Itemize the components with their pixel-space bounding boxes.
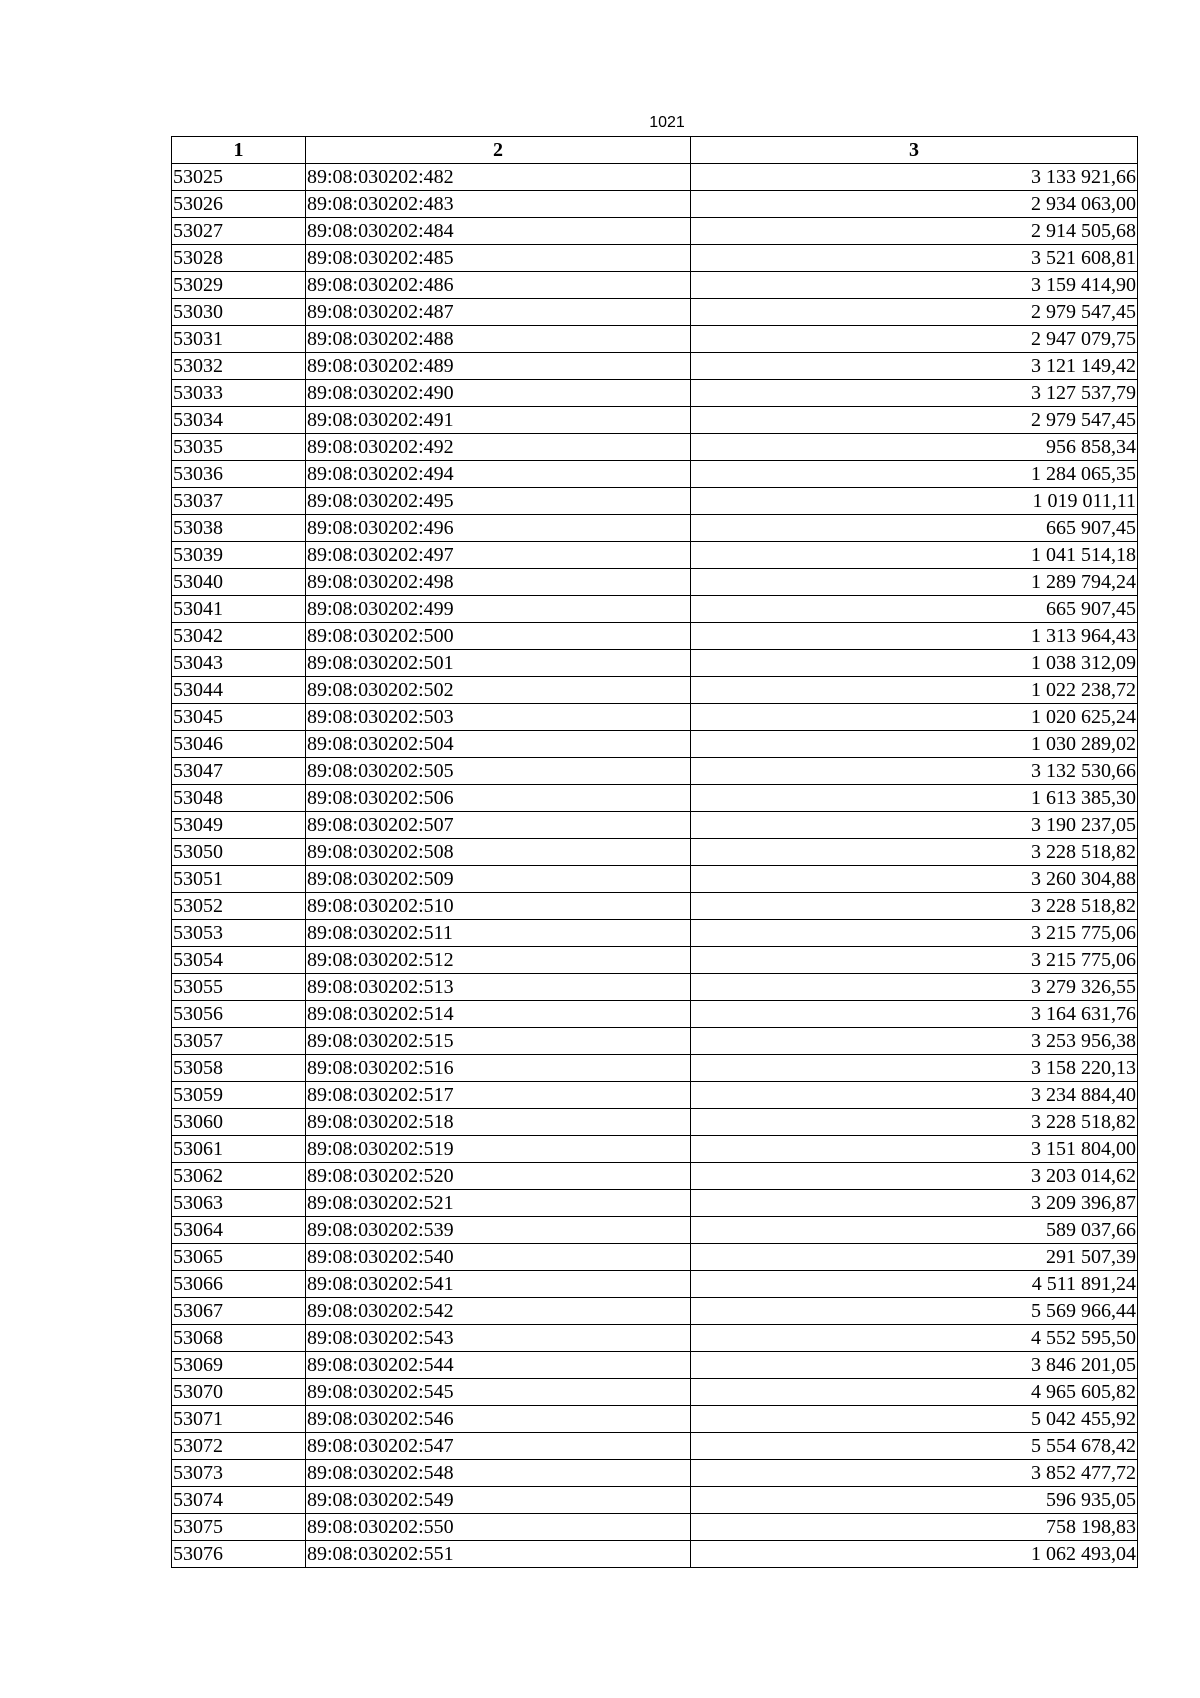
value-cell: 3 215 775,06 <box>691 920 1138 947</box>
row-number-cell: 53072 <box>172 1433 306 1460</box>
row-number-cell: 53065 <box>172 1244 306 1271</box>
table-row <box>172 1406 1138 1433</box>
cadastral-number-cell: 89:08:030202:543 <box>306 1325 691 1352</box>
row-number-cell: 53030 <box>172 299 306 326</box>
value-cell: 1 041 514,18 <box>691 542 1138 569</box>
cadastral-number-cell: 89:08:030202:519 <box>306 1136 691 1163</box>
value-cell: 4 511 891,24 <box>691 1271 1138 1298</box>
table-row <box>172 974 1138 1001</box>
table-row <box>172 1109 1138 1136</box>
value-cell: 1 062 493,04 <box>691 1541 1138 1568</box>
column-header-1: 1 <box>172 137 306 164</box>
value-cell: 1 020 625,24 <box>691 704 1138 731</box>
table-header-row <box>172 137 1138 164</box>
row-number-cell: 53049 <box>172 812 306 839</box>
cadastral-number-cell: 89:08:030202:503 <box>306 704 691 731</box>
table-row <box>172 1190 1138 1217</box>
table-row <box>172 893 1138 920</box>
cadastral-number-cell: 89:08:030202:488 <box>306 326 691 353</box>
row-number-cell: 53053 <box>172 920 306 947</box>
value-cell: 3 228 518,82 <box>691 839 1138 866</box>
row-number-cell: 53071 <box>172 1406 306 1433</box>
table-row <box>172 1460 1138 1487</box>
cadastral-number-cell: 89:08:030202:539 <box>306 1217 691 1244</box>
cadastral-number-cell: 89:08:030202:521 <box>306 1190 691 1217</box>
table-row <box>172 1001 1138 1028</box>
value-cell: 3 127 537,79 <box>691 380 1138 407</box>
cadastral-number-cell: 89:08:030202:520 <box>306 1163 691 1190</box>
row-number-cell: 53058 <box>172 1055 306 1082</box>
row-number-cell: 53044 <box>172 677 306 704</box>
row-number-cell: 53037 <box>172 488 306 515</box>
table-row <box>172 326 1138 353</box>
row-number-cell: 53047 <box>172 758 306 785</box>
cadastral-number-cell: 89:08:030202:512 <box>306 947 691 974</box>
table-row <box>172 839 1138 866</box>
cadastral-number-cell: 89:08:030202:548 <box>306 1460 691 1487</box>
cadastral-number-cell: 89:08:030202:511 <box>306 920 691 947</box>
value-cell: 5 042 455,92 <box>691 1406 1138 1433</box>
table-row <box>172 785 1138 812</box>
value-cell: 758 198,83 <box>691 1514 1138 1541</box>
row-number-cell: 53027 <box>172 218 306 245</box>
cadastral-number-cell: 89:08:030202:547 <box>306 1433 691 1460</box>
cadastral-number-cell: 89:08:030202:484 <box>306 218 691 245</box>
value-cell: 3 253 956,38 <box>691 1028 1138 1055</box>
cadastral-number-cell: 89:08:030202:541 <box>306 1271 691 1298</box>
table-row <box>172 488 1138 515</box>
value-cell: 1 030 289,02 <box>691 731 1138 758</box>
table-row <box>172 164 1138 191</box>
value-cell: 3 133 921,66 <box>691 164 1138 191</box>
cadastral-number-cell: 89:08:030202:492 <box>306 434 691 461</box>
row-number-cell: 53074 <box>172 1487 306 1514</box>
row-number-cell: 53073 <box>172 1460 306 1487</box>
row-number-cell: 53038 <box>172 515 306 542</box>
table-row <box>172 1352 1138 1379</box>
cadastral-number-cell: 89:08:030202:504 <box>306 731 691 758</box>
cadastral-number-cell: 89:08:030202:514 <box>306 1001 691 1028</box>
value-cell: 1 313 964,43 <box>691 623 1138 650</box>
cadastral-number-cell: 89:08:030202:486 <box>306 272 691 299</box>
row-number-cell: 53054 <box>172 947 306 974</box>
table-row <box>172 920 1138 947</box>
value-cell: 2 914 505,68 <box>691 218 1138 245</box>
row-number-cell: 53045 <box>172 704 306 731</box>
table-row <box>172 272 1138 299</box>
row-number-cell: 53034 <box>172 407 306 434</box>
table-row <box>172 1244 1138 1271</box>
row-number-cell: 53039 <box>172 542 306 569</box>
row-number-cell: 53041 <box>172 596 306 623</box>
cadastral-number-cell: 89:08:030202:518 <box>306 1109 691 1136</box>
cadastral-number-cell: 89:08:030202:506 <box>306 785 691 812</box>
row-number-cell: 53042 <box>172 623 306 650</box>
value-cell: 665 907,45 <box>691 596 1138 623</box>
cadastral-number-cell: 89:08:030202:551 <box>306 1541 691 1568</box>
cadastral-number-cell: 89:08:030202:507 <box>306 812 691 839</box>
value-cell: 3 158 220,13 <box>691 1055 1138 1082</box>
value-cell: 4 552 595,50 <box>691 1325 1138 1352</box>
table-row <box>172 218 1138 245</box>
table-row <box>172 623 1138 650</box>
cadastral-number-cell: 89:08:030202:542 <box>306 1298 691 1325</box>
row-number-cell: 53031 <box>172 326 306 353</box>
cadastral-number-cell: 89:08:030202:496 <box>306 515 691 542</box>
row-number-cell: 53057 <box>172 1028 306 1055</box>
value-cell: 3 215 775,06 <box>691 947 1138 974</box>
value-cell: 2 947 079,75 <box>691 326 1138 353</box>
table-row <box>172 947 1138 974</box>
value-cell: 3 159 414,90 <box>691 272 1138 299</box>
value-cell: 3 209 396,87 <box>691 1190 1138 1217</box>
cadastral-number-cell: 89:08:030202:502 <box>306 677 691 704</box>
table-row <box>172 596 1138 623</box>
cadastral-number-cell: 89:08:030202:500 <box>306 623 691 650</box>
row-number-cell: 53029 <box>172 272 306 299</box>
cadastral-number-cell: 89:08:030202:501 <box>306 650 691 677</box>
cadastral-number-cell: 89:08:030202:510 <box>306 893 691 920</box>
cadastral-number-cell: 89:08:030202:487 <box>306 299 691 326</box>
table-body <box>172 164 1138 1568</box>
column-header-3: 3 <box>691 137 1138 164</box>
value-cell: 291 507,39 <box>691 1244 1138 1271</box>
table-row <box>172 1514 1138 1541</box>
cadastral-number-cell: 89:08:030202:550 <box>306 1514 691 1541</box>
table-row <box>172 1298 1138 1325</box>
value-cell: 3 190 237,05 <box>691 812 1138 839</box>
value-cell: 956 858,34 <box>691 434 1138 461</box>
row-number-cell: 53035 <box>172 434 306 461</box>
value-cell: 1 289 794,24 <box>691 569 1138 596</box>
value-cell: 3 132 530,66 <box>691 758 1138 785</box>
data-table <box>171 136 1138 1568</box>
value-cell: 596 935,05 <box>691 1487 1138 1514</box>
table-row <box>172 542 1138 569</box>
table-row <box>172 1379 1138 1406</box>
value-cell: 2 979 547,45 <box>691 299 1138 326</box>
table-row <box>172 461 1138 488</box>
row-number-cell: 53063 <box>172 1190 306 1217</box>
row-number-cell: 53061 <box>172 1136 306 1163</box>
value-cell: 1 613 385,30 <box>691 785 1138 812</box>
cadastral-number-cell: 89:08:030202:499 <box>306 596 691 623</box>
value-cell: 5 569 966,44 <box>691 1298 1138 1325</box>
table-row <box>172 812 1138 839</box>
row-number-cell: 53056 <box>172 1001 306 1028</box>
row-number-cell: 53040 <box>172 569 306 596</box>
table-row <box>172 353 1138 380</box>
cadastral-number-cell: 89:08:030202:489 <box>306 353 691 380</box>
row-number-cell: 53051 <box>172 866 306 893</box>
row-number-cell: 53062 <box>172 1163 306 1190</box>
value-cell: 3 228 518,82 <box>691 893 1138 920</box>
cadastral-number-cell: 89:08:030202:515 <box>306 1028 691 1055</box>
value-cell: 3 164 631,76 <box>691 1001 1138 1028</box>
table-row <box>172 704 1138 731</box>
value-cell: 3 852 477,72 <box>691 1460 1138 1487</box>
cadastral-number-cell: 89:08:030202:491 <box>306 407 691 434</box>
value-cell: 3 121 149,42 <box>691 353 1138 380</box>
value-cell: 3 260 304,88 <box>691 866 1138 893</box>
table-row <box>172 1487 1138 1514</box>
row-number-cell: 53059 <box>172 1082 306 1109</box>
table-row <box>172 380 1138 407</box>
cadastral-number-cell: 89:08:030202:517 <box>306 1082 691 1109</box>
table-row <box>172 407 1138 434</box>
value-cell: 1 038 312,09 <box>691 650 1138 677</box>
cadastral-number-cell: 89:08:030202:544 <box>306 1352 691 1379</box>
value-cell: 3 151 804,00 <box>691 1136 1138 1163</box>
row-number-cell: 53025 <box>172 164 306 191</box>
table-row <box>172 866 1138 893</box>
cadastral-number-cell: 89:08:030202:482 <box>306 164 691 191</box>
cadastral-number-cell: 89:08:030202:546 <box>306 1406 691 1433</box>
table-row <box>172 677 1138 704</box>
value-cell: 3 521 608,81 <box>691 245 1138 272</box>
cadastral-number-cell: 89:08:030202:549 <box>306 1487 691 1514</box>
table-row <box>172 1541 1138 1568</box>
table-row <box>172 1217 1138 1244</box>
value-cell: 1 019 011,11 <box>691 488 1138 515</box>
value-cell: 1 022 238,72 <box>691 677 1138 704</box>
cadastral-number-cell: 89:08:030202:513 <box>306 974 691 1001</box>
value-cell: 3 203 014,62 <box>691 1163 1138 1190</box>
table-row <box>172 1136 1138 1163</box>
page-number: 1021 <box>649 114 685 131</box>
row-number-cell: 53068 <box>172 1325 306 1352</box>
value-cell: 5 554 678,42 <box>691 1433 1138 1460</box>
table-row <box>172 1163 1138 1190</box>
cadastral-number-cell: 89:08:030202:485 <box>306 245 691 272</box>
table-row <box>172 731 1138 758</box>
table-row <box>172 1271 1138 1298</box>
cadastral-number-cell: 89:08:030202:490 <box>306 380 691 407</box>
row-number-cell: 53064 <box>172 1217 306 1244</box>
row-number-cell: 53076 <box>172 1541 306 1568</box>
cadastral-number-cell: 89:08:030202:516 <box>306 1055 691 1082</box>
row-number-cell: 53026 <box>172 191 306 218</box>
table-row <box>172 515 1138 542</box>
value-cell: 3 279 326,55 <box>691 974 1138 1001</box>
table-row <box>172 650 1138 677</box>
table-row <box>172 245 1138 272</box>
value-cell: 665 907,45 <box>691 515 1138 542</box>
row-number-cell: 53048 <box>172 785 306 812</box>
row-number-cell: 53067 <box>172 1298 306 1325</box>
table-row <box>172 299 1138 326</box>
row-number-cell: 53069 <box>172 1352 306 1379</box>
row-number-cell: 53032 <box>172 353 306 380</box>
table-row <box>172 1433 1138 1460</box>
value-cell: 3 228 518,82 <box>691 1109 1138 1136</box>
table-row <box>172 1028 1138 1055</box>
cadastral-number-cell: 89:08:030202:498 <box>306 569 691 596</box>
cadastral-number-cell: 89:08:030202:494 <box>306 461 691 488</box>
cadastral-number-cell: 89:08:030202:483 <box>306 191 691 218</box>
row-number-cell: 53052 <box>172 893 306 920</box>
row-number-cell: 53066 <box>172 1271 306 1298</box>
table-row <box>172 1082 1138 1109</box>
value-cell: 589 037,66 <box>691 1217 1138 1244</box>
row-number-cell: 53050 <box>172 839 306 866</box>
table-row <box>172 758 1138 785</box>
cadastral-number-cell: 89:08:030202:495 <box>306 488 691 515</box>
cadastral-number-cell: 89:08:030202:505 <box>306 758 691 785</box>
column-header-2: 2 <box>306 137 691 164</box>
row-number-cell: 53060 <box>172 1109 306 1136</box>
value-cell: 3 234 884,40 <box>691 1082 1138 1109</box>
row-number-cell: 53036 <box>172 461 306 488</box>
row-number-cell: 53075 <box>172 1514 306 1541</box>
table-row <box>172 434 1138 461</box>
table-row <box>172 1055 1138 1082</box>
cadastral-number-cell: 89:08:030202:497 <box>306 542 691 569</box>
cadastral-number-cell: 89:08:030202:540 <box>306 1244 691 1271</box>
cadastral-number-cell: 89:08:030202:545 <box>306 1379 691 1406</box>
row-number-cell: 53055 <box>172 974 306 1001</box>
table-row <box>172 1325 1138 1352</box>
row-number-cell: 53043 <box>172 650 306 677</box>
row-number-cell: 53028 <box>172 245 306 272</box>
value-cell: 4 965 605,82 <box>691 1379 1138 1406</box>
row-number-cell: 53046 <box>172 731 306 758</box>
value-cell: 1 284 065,35 <box>691 461 1138 488</box>
table-row <box>172 191 1138 218</box>
cadastral-number-cell: 89:08:030202:509 <box>306 866 691 893</box>
value-cell: 2 934 063,00 <box>691 191 1138 218</box>
cadastral-number-cell: 89:08:030202:508 <box>306 839 691 866</box>
row-number-cell: 53070 <box>172 1379 306 1406</box>
value-cell: 3 846 201,05 <box>691 1352 1138 1379</box>
row-number-cell: 53033 <box>172 380 306 407</box>
value-cell: 2 979 547,45 <box>691 407 1138 434</box>
table-row <box>172 569 1138 596</box>
